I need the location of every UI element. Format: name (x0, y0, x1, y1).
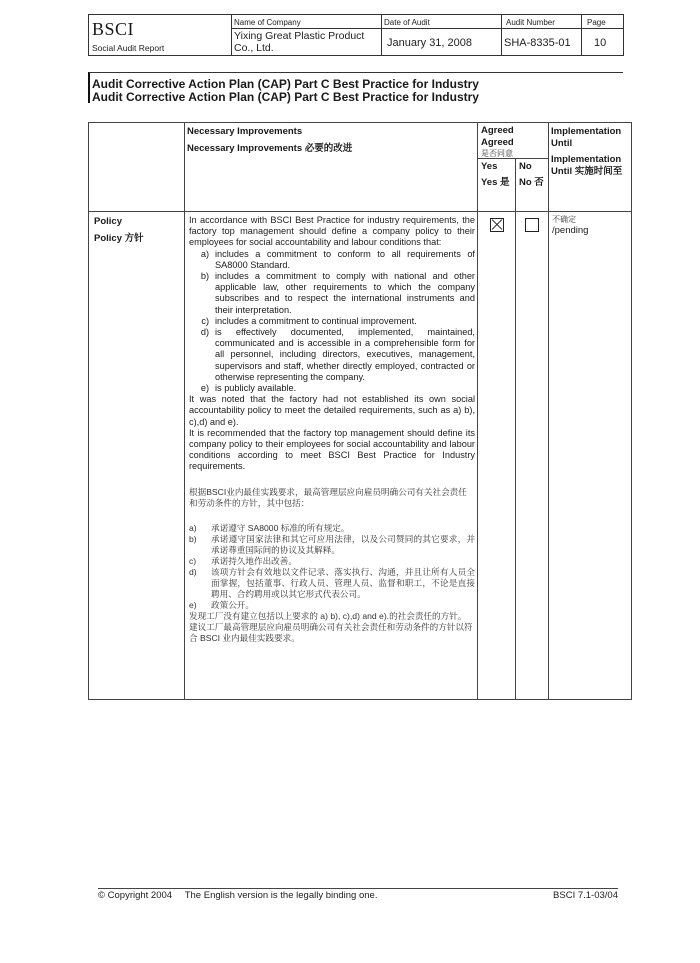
list-item: c) includes a commitment to continual improvement. (201, 315, 417, 326)
cn-requirement-intro: 根据BSCI业内最佳实践要求，最高管理层应向雇员明确公司有关社会责任和劳动条件的方针，其中包括： (189, 486, 467, 508)
implementation-status-cn: 不确定 (552, 215, 576, 224)
recommendation-text: It is recommended that the factory top management should define its company policy to their employees for social accountability and labour conditions according to meet BSCI Best Practice for Industry requirements. (189, 427, 475, 472)
implementation-status: /pending (552, 225, 589, 236)
topic-cell (89, 212, 185, 700)
implementation-heading: Implementation Until (551, 126, 622, 149)
list-item: b) 承诺遵守国家法律和其它可应用法律，以及公司赞同的其它要求，并承诺尊重国际间的协议及其解释。 (189, 533, 475, 555)
list-item: d) 该项方针会有效地以文件记录、落实执行、沟通，并且让所有人员全面掌握，包括董事、行政人员、管理人员、监督和职工，不论是直接聘用、合约聘用或以其它形式代表公司。 (189, 566, 475, 599)
date-value: January 31, 2008 (387, 37, 473, 49)
list-item: c) 承诺持久地作出改善。 (189, 555, 297, 566)
date-cell (381, 15, 502, 55)
yes-heading-bilingual: Yes 是 (481, 177, 510, 188)
improvements-heading-bilingual: Necessary Improvements 必要的改进 (187, 143, 353, 154)
header-agreed-cell (478, 123, 549, 212)
requirement-list (189, 249, 475, 395)
no-cell (516, 212, 549, 700)
agreed-heading-cn: 是否同意 (481, 149, 513, 158)
header-topic-cell (89, 123, 185, 212)
company-cell (231, 15, 382, 55)
improvements-heading: Necessary Improvements (187, 126, 303, 137)
agreed-heading: Agreed (481, 125, 514, 136)
binding-note: The English version is the legally binding one. (184, 890, 378, 901)
audit-number-value: SHA-8335-01 (504, 37, 571, 49)
company-label: Name of Company (234, 18, 301, 27)
cap-table (88, 122, 632, 700)
cn-requirement-list (189, 523, 475, 611)
agreed-heading-repeat: Agreed (481, 137, 514, 148)
table-header-row (89, 123, 632, 212)
header-improvements-cell (185, 123, 478, 212)
cap-title: Audit Corrective Action Plan (CAP) Part C Best Practice for Industry (92, 77, 479, 91)
page-cell (581, 15, 623, 55)
list-item: a) includes a commitment to conform to all requirements of SA8000 Standard. (200, 248, 475, 270)
no-heading: No (519, 161, 532, 172)
list-item: e) 政策公开。 (189, 599, 254, 610)
audit-number-cell (501, 15, 582, 55)
implementation-heading-bilingual: Implementation Until 实施时间至 (551, 154, 623, 177)
table-row (89, 212, 632, 700)
list-item: b) includes a commitment to comply with national and other applicable law, other requirements to which the company subscribes and to respect the international instruments and their interpretation. (200, 271, 475, 315)
copyright-text: © Copyright 2004 (98, 890, 173, 901)
brand-subtitle: Social Audit Report (92, 43, 165, 53)
no-checkbox[interactable] (525, 218, 539, 232)
brand-cell (89, 15, 232, 55)
list-item: d) is effectively documented, implemented, maintained, communicated and is accessible in a comprehensible form for all personnel, including directors, executives, management, supervisors and staff, whether directly employed, contracted or otherwise representing the company. (200, 327, 475, 382)
page-label: Page (587, 18, 606, 27)
brand-logo: BSCI (92, 19, 135, 39)
list-item: e) is publicly available. (200, 383, 297, 394)
cap-title-box (88, 72, 623, 103)
implementation-cell (549, 212, 632, 700)
topic-label-bilingual: Policy 方针 (94, 233, 144, 244)
cn-recommendation-text: 建议工厂最高管理层应向雇员明确公司有关社会责任和劳动条件的方针以符合 BSCI 业内最佳实践要求。 (189, 621, 473, 643)
yes-checkbox[interactable] (490, 218, 504, 232)
cn-finding-text: 发现工厂没有建立包括以上要求的 a) b), c),d) and e).的社会责任的方针。 (189, 610, 467, 621)
list-item: a) 承诺遵守 SA8000 标准的所有规定。 (189, 522, 350, 533)
company-value: Yixing Great Plastic Product Co., Ltd. (234, 30, 365, 54)
header-implementation-cell (549, 123, 632, 212)
yes-cell (478, 212, 516, 700)
no-heading-bilingual: No 否 (519, 177, 544, 188)
report-header (88, 14, 624, 56)
audit-number-label: Audit Number (506, 18, 555, 27)
yes-heading: Yes (481, 161, 498, 172)
improvements-cell (185, 212, 478, 700)
date-label: Date of Audit (384, 18, 430, 27)
page-value: 10 (594, 37, 607, 49)
version-label: BSCI 7.1-03/04 (553, 890, 618, 901)
topic-label: Policy (94, 216, 122, 227)
cap-title-repeat: Audit Corrective Action Plan (CAP) Part C Best Practice for Industry (92, 90, 479, 104)
requirement-intro: In accordance with BSCI Best Practice for industry requirements, the factory top management should define a company policy to their employees for social accountability and labour conditions that: (189, 215, 475, 248)
page-footer (98, 888, 618, 901)
finding-text: It was noted that the factory had not established its own social accountability policy to meet the detailed requirements, such as a) b), c),d) and e). (189, 394, 475, 427)
